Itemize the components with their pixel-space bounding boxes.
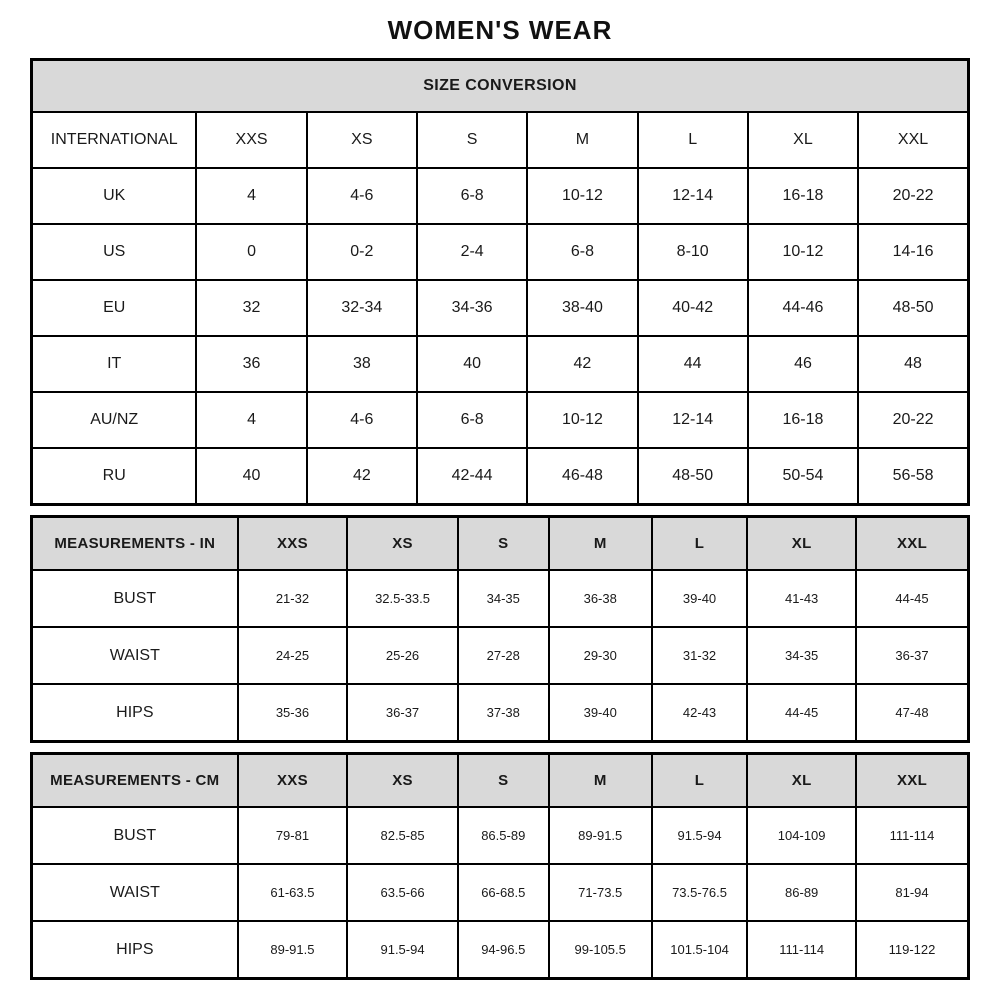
size-cell: M	[527, 112, 637, 168]
measurement-cell: 44-45	[747, 684, 856, 742]
size-cell: 6-8	[417, 168, 527, 224]
size-cell: 10-12	[527, 168, 637, 224]
size-cell: 14-16	[858, 224, 968, 280]
row-label: WAIST	[32, 864, 238, 921]
size-cell: XS	[307, 112, 417, 168]
measurement-cell: 24-25	[238, 627, 348, 684]
measurement-cell: 89-91.5	[238, 921, 348, 979]
row-label: WAIST	[32, 627, 238, 684]
measurement-cell: 47-48	[856, 684, 969, 742]
column-header: XL	[747, 517, 856, 571]
size-cell: 4	[196, 392, 306, 448]
row-label: INTERNATIONAL	[32, 112, 197, 168]
measurement-cell: 34-35	[458, 570, 549, 627]
column-header: XXL	[856, 754, 969, 808]
column-header: M	[549, 754, 652, 808]
measurements-cm-table	[30, 752, 970, 980]
measurement-cell: 41-43	[747, 570, 856, 627]
measurement-cell: 86-89	[747, 864, 856, 921]
size-cell: 16-18	[748, 168, 858, 224]
measurement-cell: 79-81	[238, 807, 348, 864]
size-cell: 34-36	[417, 280, 527, 336]
size-row-international	[32, 112, 969, 168]
measurements-header-row	[32, 517, 969, 571]
table-title: SIZE CONVERSION	[32, 60, 969, 113]
column-header: L	[652, 754, 748, 808]
size-cell: 32	[196, 280, 306, 336]
size-cell: 40-42	[638, 280, 748, 336]
column-header: XXS	[238, 517, 348, 571]
measurement-cell: 39-40	[549, 684, 652, 742]
column-header: XL	[747, 754, 856, 808]
measurement-cell: 31-32	[652, 627, 748, 684]
size-cell: XXS	[196, 112, 306, 168]
size-cell: 6-8	[527, 224, 637, 280]
size-row-uk	[32, 168, 969, 224]
size-cell: 44	[638, 336, 748, 392]
size-cell: 38	[307, 336, 417, 392]
size-cell: 20-22	[858, 392, 968, 448]
measurement-cell: 111-114	[747, 921, 856, 979]
measurement-cell: 82.5-85	[347, 807, 458, 864]
measurement-cell: 91.5-94	[347, 921, 458, 979]
measurement-row-bust	[32, 807, 969, 864]
measurement-cell: 34-35	[747, 627, 856, 684]
measurements-cm-body	[32, 754, 969, 979]
size-row-us	[32, 224, 969, 280]
column-header: XS	[347, 517, 458, 571]
measurement-cell: 27-28	[458, 627, 549, 684]
measurement-cell: 36-37	[856, 627, 969, 684]
row-label: IT	[32, 336, 197, 392]
row-label: HIPS	[32, 684, 238, 742]
page-title: WOMEN'S WEAR	[387, 15, 613, 45]
size-cell: XL	[748, 112, 858, 168]
column-header: XXL	[856, 517, 969, 571]
measurement-cell: 21-32	[238, 570, 348, 627]
measurement-cell: 99-105.5	[549, 921, 652, 979]
measurement-cell: 39-40	[652, 570, 748, 627]
size-cell: 10-12	[527, 392, 637, 448]
size-cell: S	[417, 112, 527, 168]
size-cell: 12-14	[638, 168, 748, 224]
size-cell: 40	[417, 336, 527, 392]
row-label: US	[32, 224, 197, 280]
size-cell: 48	[858, 336, 968, 392]
size-cell: 12-14	[638, 392, 748, 448]
size-conversion-body	[32, 60, 969, 505]
measurements-in-table	[30, 515, 970, 743]
measurements-in-body	[32, 517, 969, 742]
size-cell: 48-50	[858, 280, 968, 336]
measurement-cell: 42-43	[652, 684, 748, 742]
size-cell: L	[638, 112, 748, 168]
measurement-row-hips	[32, 684, 969, 742]
column-header: XS	[347, 754, 458, 808]
size-cell: 44-46	[748, 280, 858, 336]
size-cell: 4-6	[307, 392, 417, 448]
column-header: S	[458, 517, 549, 571]
column-header: S	[458, 754, 549, 808]
size-cell: 42-44	[417, 448, 527, 505]
measurement-row-waist	[32, 627, 969, 684]
size-cell: 6-8	[417, 392, 527, 448]
size-cell: 56-58	[858, 448, 968, 505]
measurement-cell: 81-94	[856, 864, 969, 921]
measurement-cell: 35-36	[238, 684, 348, 742]
measurement-cell: 66-68.5	[458, 864, 549, 921]
size-conversion-table	[30, 58, 970, 506]
measurement-cell: 37-38	[458, 684, 549, 742]
column-header: M	[549, 517, 652, 571]
size-cell: 0-2	[307, 224, 417, 280]
table-title: MEASUREMENTS - CM	[32, 754, 238, 808]
size-cell: 10-12	[748, 224, 858, 280]
size-cell: 40	[196, 448, 306, 505]
measurement-cell: 111-114	[856, 807, 969, 864]
measurement-cell: 36-38	[549, 570, 652, 627]
size-cell: 46	[748, 336, 858, 392]
row-label: BUST	[32, 570, 238, 627]
measurement-cell: 73.5-76.5	[652, 864, 748, 921]
measurement-cell: 91.5-94	[652, 807, 748, 864]
table-title-row	[32, 60, 969, 113]
size-cell: 4-6	[307, 168, 417, 224]
measurement-row-hips	[32, 921, 969, 979]
size-cell: 42	[527, 336, 637, 392]
size-cell: 8-10	[638, 224, 748, 280]
size-cell: 38-40	[527, 280, 637, 336]
size-row-it	[32, 336, 969, 392]
size-cell: 32-34	[307, 280, 417, 336]
size-row-au-nz	[32, 392, 969, 448]
size-cell: 4	[196, 168, 306, 224]
row-label: AU/NZ	[32, 392, 197, 448]
size-cell: XXL	[858, 112, 968, 168]
size-cell: 0	[196, 224, 306, 280]
size-cell: 16-18	[748, 392, 858, 448]
size-cell: 42	[307, 448, 417, 505]
row-label: HIPS	[32, 921, 238, 979]
measurement-cell: 104-109	[747, 807, 856, 864]
row-label: EU	[32, 280, 197, 336]
size-chart-page	[30, 0, 970, 980]
measurement-cell: 71-73.5	[549, 864, 652, 921]
size-row-ru	[32, 448, 969, 505]
measurement-cell: 61-63.5	[238, 864, 348, 921]
size-cell: 48-50	[638, 448, 748, 505]
size-cell: 36	[196, 336, 306, 392]
measurement-cell: 44-45	[856, 570, 969, 627]
measurement-row-waist	[32, 864, 969, 921]
measurement-cell: 29-30	[549, 627, 652, 684]
measurement-cell: 89-91.5	[549, 807, 652, 864]
measurement-cell: 119-122	[856, 921, 969, 979]
measurement-cell: 94-96.5	[458, 921, 549, 979]
measurement-cell: 101.5-104	[652, 921, 748, 979]
size-row-eu	[32, 280, 969, 336]
row-label: BUST	[32, 807, 238, 864]
size-cell: 50-54	[748, 448, 858, 505]
column-header: L	[652, 517, 748, 571]
size-cell: 20-22	[858, 168, 968, 224]
size-cell: 46-48	[527, 448, 637, 505]
measurements-header-row	[32, 754, 969, 808]
table-title: MEASUREMENTS - IN	[32, 517, 238, 571]
row-label: RU	[32, 448, 197, 505]
row-label: UK	[32, 168, 197, 224]
measurement-cell: 25-26	[347, 627, 458, 684]
measurement-row-bust	[32, 570, 969, 627]
measurement-cell: 36-37	[347, 684, 458, 742]
measurement-cell: 32.5-33.5	[347, 570, 458, 627]
column-header: XXS	[238, 754, 348, 808]
size-cell: 2-4	[417, 224, 527, 280]
measurement-cell: 63.5-66	[347, 864, 458, 921]
measurement-cell: 86.5-89	[458, 807, 549, 864]
